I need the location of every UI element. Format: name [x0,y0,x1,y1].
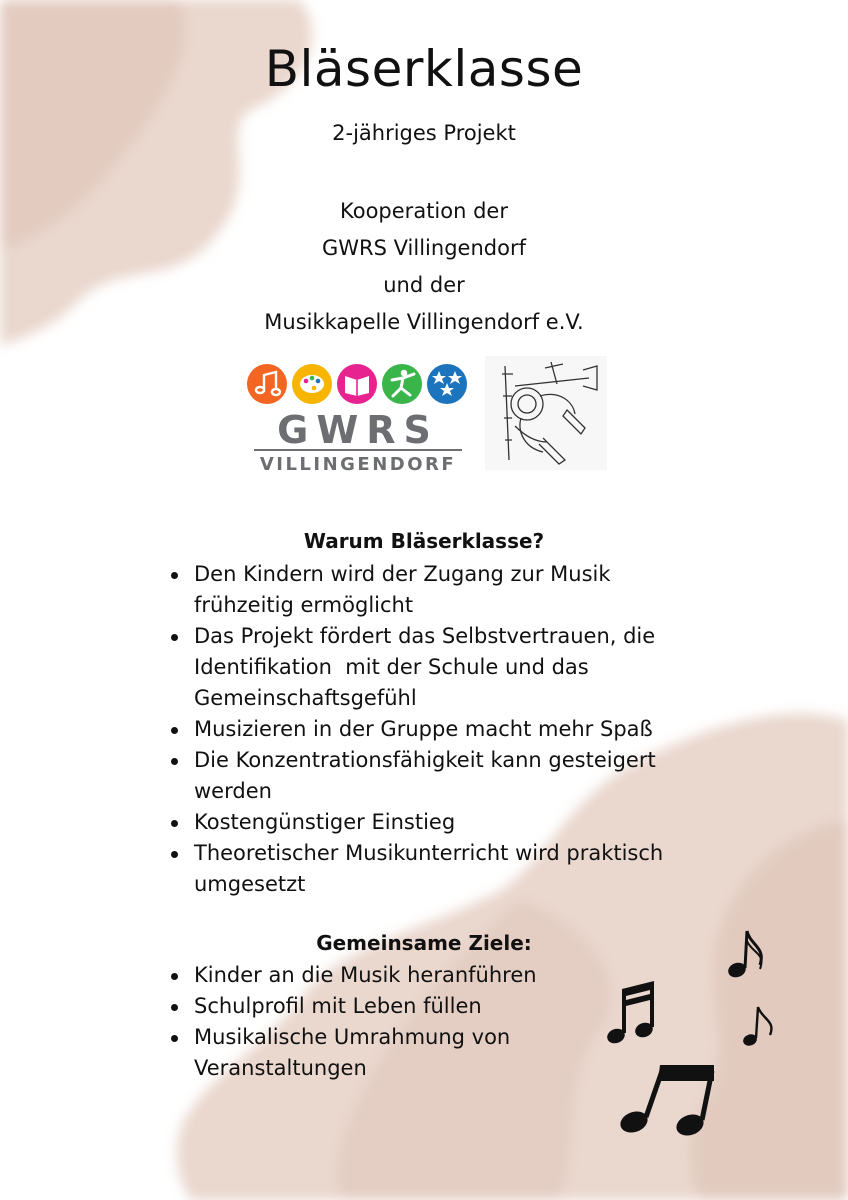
large-beamed-notes-icon [617,1065,714,1139]
list-item-line: Den Kindern wird der Zugang zur Musik [194,562,611,586]
music-note-icon [247,364,287,404]
logo-main-text: GWRS [277,408,439,452]
cooperation-line: Kooperation der [340,199,508,223]
cooperation-line: und der [383,273,465,297]
page-title: Bläserklasse [264,40,584,98]
why-heading: Warum Bläserklasse? [303,529,545,553]
list-item-line: Musikalische Umrahmung von [194,1025,511,1049]
list-item [170,621,710,714]
list-item [170,745,710,807]
why-list [170,559,710,900]
list-item-line: Identifikation mit der Schule und das [194,655,589,679]
music-notes-icon [600,925,790,1145]
goals-heading: Gemeinsame Ziele: [316,931,532,955]
cooperation-line: GWRS Villingendorf [322,236,526,260]
list-item-line: Veranstaltungen [194,1056,367,1080]
list-item [170,838,710,900]
book-icon [337,364,377,404]
list-item-line: umgesetzt [194,872,306,896]
list-item-line: Musizieren in der Gruppe macht mehr Spaß [194,717,653,741]
list-item-line: Die Konzentrationsfähigkeit kann gesteigert [194,748,656,772]
subtitle: 2-jähriges Projekt [332,121,516,145]
beamed-notes-icon [605,981,655,1046]
list-item-line: Kostengünstiger Einstieg [194,810,456,834]
palette-icon [292,364,332,404]
list-item-line: Das Projekt fördert das Selbstvertrauen, die [194,624,656,648]
eighth-note-icon [726,931,761,980]
cooperation-text [0,193,848,341]
logo-sub-text: VILLINGENDORF [259,454,457,474]
cooperation-line: Musikkapelle Villingendorf e.V. [264,310,584,334]
list-item-line: Theoretischer Musikunterricht wird praktisch [194,841,664,865]
gwrs-logo [246,362,470,474]
small-note-icon [742,1007,772,1048]
list-item-line: Schulprofil mit Leben füllen [194,994,482,1018]
brass-instruments-icon [485,356,607,470]
stars-icon [427,364,467,404]
list-item-line: Gemeinschaftsgefühl [194,686,417,710]
list-item-line: Kinder an die Musik heranführen [194,963,537,987]
list-item-line: frühzeitig ermöglicht [194,593,414,617]
list-item [170,807,710,838]
list-item [170,714,710,745]
list-item-line: werden [194,779,272,803]
person-icon [382,364,422,404]
list-item [170,559,710,621]
